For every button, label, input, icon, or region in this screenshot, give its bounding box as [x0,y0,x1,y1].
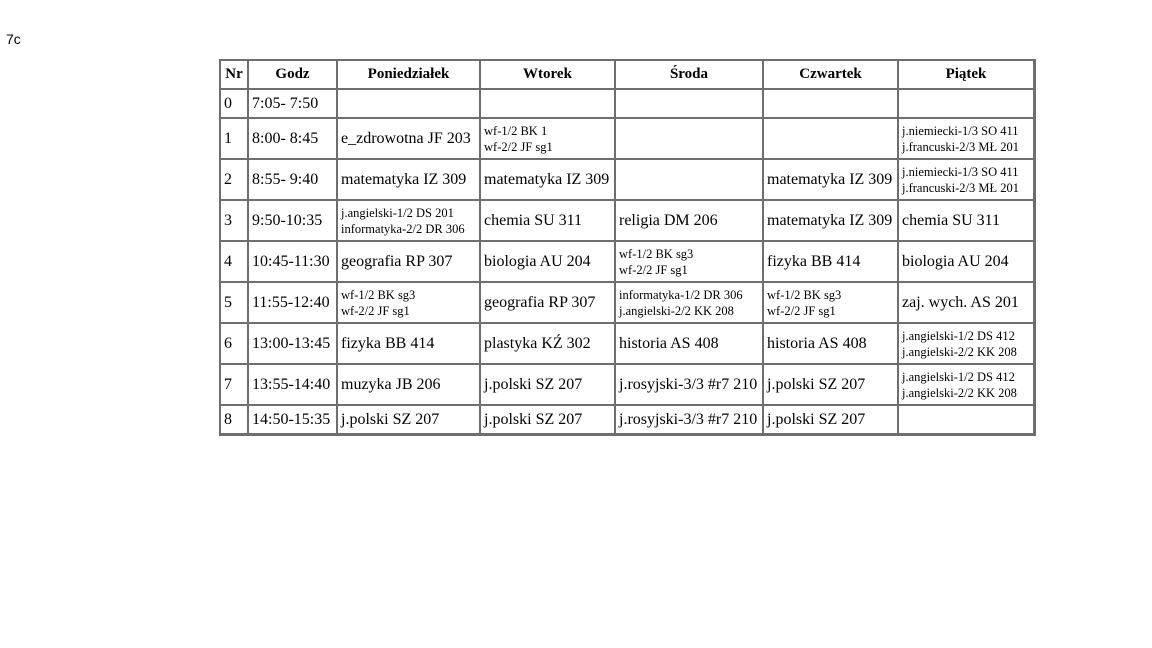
lesson-entry: informatyka-1/2 DR 306 [619,287,743,302]
lesson-entry: wf-1/2 BK sg3 [619,246,694,261]
lesson-entry: biologia AU 204 [484,253,591,270]
table-row [220,89,1034,118]
lesson-entry: matematyka IZ 309 [341,171,467,188]
lesson-entry: matematyka IZ 309 [767,212,893,229]
lesson-cell-thursday [763,323,898,364]
lesson-cell-thursday [763,405,898,434]
lesson-number: 2 [220,159,248,200]
lesson-cell-monday [337,405,480,434]
lesson-time: 9:50-10:35 [248,200,337,241]
lesson-cell-wednesday [615,241,763,282]
lesson-entry: historia AS 408 [767,335,867,352]
lesson-number: 5 [220,282,248,323]
lesson-entry: wf-2/2 JF sg1 [619,262,688,277]
lesson-cell-monday [337,241,480,282]
table-row [220,241,1034,282]
lesson-time: 11:55-12:40 [248,282,337,323]
lesson-entry: zaj. wych. AS 201 [902,294,1019,311]
lesson-entry: wf-2/2 JF sg1 [767,303,836,318]
header-friday: Piątek [898,60,1034,89]
lesson-entry: geografia RP 307 [341,253,453,270]
lesson-time: 14:50-15:35 [248,405,337,434]
header-monday: Poniedziałek [337,60,480,89]
lesson-entry: muzyka JB 206 [341,376,441,393]
lesson-entry: chemia SU 311 [484,212,583,229]
lesson-entry: e_zdrowotna JF 203 [341,130,471,147]
lesson-time: 13:55-14:40 [248,364,337,405]
lesson-entry: wf-1/2 BK sg3 [767,287,842,302]
lesson-cell-friday [898,282,1034,323]
lesson-entry: j.rosyjski-3/3 #r7 210 [619,411,758,428]
lesson-entry: j.angielski-2/2 KK 208 [902,385,1017,400]
timetable [219,59,1036,436]
lesson-entry: j.rosyjski-3/3 #r7 210 [619,376,758,393]
lesson-cell-tuesday [480,323,615,364]
lesson-cell-tuesday [480,241,615,282]
lesson-cell-thursday [763,118,898,159]
header-row [220,60,1034,89]
lesson-entry: j.niemiecki-1/3 SO 411 [902,123,1019,138]
lesson-cell-wednesday [615,282,763,323]
lesson-cell-friday [898,118,1034,159]
lesson-time: 7:05- 7:50 [248,89,337,118]
lesson-cell-thursday [763,364,898,405]
lesson-cell-monday [337,200,480,241]
lesson-cell-tuesday [480,159,615,200]
lesson-cell-monday [337,159,480,200]
lesson-cell-thursday [763,241,898,282]
table-row [220,364,1034,405]
timetable-body [220,89,1034,434]
lesson-cell-monday [337,89,480,118]
lesson-cell-wednesday [615,159,763,200]
lesson-time: 13:00-13:45 [248,323,337,364]
lesson-entry: j.angielski-1/2 DS 201 [341,205,454,220]
lesson-entry: j.angielski-2/2 KK 208 [902,344,1017,359]
lesson-cell-tuesday [480,89,615,118]
lesson-cell-wednesday [615,323,763,364]
lesson-entry: j.angielski-1/2 DS 412 [902,369,1015,384]
lesson-entry: j.polski SZ 207 [767,411,866,428]
lesson-cell-wednesday [615,118,763,159]
lesson-cell-wednesday [615,405,763,434]
lesson-number: 7 [220,364,248,405]
lesson-entry: j.francuski-2/3 MŁ 201 [902,180,1019,195]
lesson-cell-friday [898,200,1034,241]
lesson-cell-friday [898,405,1034,434]
lesson-number: 6 [220,323,248,364]
lesson-cell-thursday [763,282,898,323]
lesson-cell-thursday [763,200,898,241]
header-time: Godz [248,60,337,89]
lesson-number: 0 [220,89,248,118]
lesson-entry: j.polski SZ 207 [484,376,583,393]
lesson-entry: religia DM 206 [619,212,718,229]
table-row [220,405,1034,434]
lesson-cell-friday [898,323,1034,364]
lesson-number: 1 [220,118,248,159]
lesson-entry: matematyka IZ 309 [767,171,893,188]
lesson-entry: informatyka-2/2 DR 306 [341,221,465,236]
table-row [220,323,1034,364]
header-thursday: Czwartek [763,60,898,89]
lesson-entry: j.polski SZ 207 [341,411,440,428]
lesson-entry: plastyka KŹ 302 [484,335,591,352]
lesson-entry: j.angielski-1/2 DS 412 [902,328,1015,343]
lesson-cell-monday [337,282,480,323]
class-title: 7c [6,31,21,47]
lesson-entry: biologia AU 204 [902,253,1009,270]
lesson-entry: wf-2/2 JF sg1 [484,139,553,154]
lesson-entry: j.angielski-2/2 KK 208 [619,303,734,318]
lesson-cell-monday [337,364,480,405]
lesson-entry: fizyka BB 414 [767,253,861,270]
lesson-cell-monday [337,323,480,364]
lesson-entry: j.polski SZ 207 [484,411,583,428]
table-row [220,200,1034,241]
lesson-cell-tuesday [480,282,615,323]
header-nr: Nr [220,60,248,89]
lesson-entry: j.niemiecki-1/3 SO 411 [902,164,1019,179]
lesson-time: 8:55- 9:40 [248,159,337,200]
lesson-number: 8 [220,405,248,434]
lesson-cell-tuesday [480,118,615,159]
lesson-cell-thursday [763,89,898,118]
lesson-entry: matematyka IZ 309 [484,171,610,188]
lesson-time: 8:00- 8:45 [248,118,337,159]
lesson-cell-friday [898,159,1034,200]
lesson-time: 10:45-11:30 [248,241,337,282]
header-tuesday: Wtorek [480,60,615,89]
lesson-entry: wf-2/2 JF sg1 [341,303,410,318]
table-row [220,282,1034,323]
lesson-number: 3 [220,200,248,241]
lesson-entry: j.polski SZ 207 [767,376,866,393]
lesson-cell-wednesday [615,89,763,118]
lesson-cell-tuesday [480,364,615,405]
table-row [220,118,1034,159]
lesson-entry: fizyka BB 414 [341,335,435,352]
lesson-cell-monday [337,118,480,159]
lesson-cell-wednesday [615,200,763,241]
lesson-cell-friday [898,241,1034,282]
lesson-cell-friday [898,89,1034,118]
lesson-cell-friday [898,364,1034,405]
lesson-number: 4 [220,241,248,282]
header-wednesday: Środa [615,60,763,89]
lesson-entry: wf-1/2 BK 1 [484,123,548,138]
lesson-entry: j.francuski-2/3 MŁ 201 [902,139,1019,154]
lesson-entry: historia AS 408 [619,335,719,352]
table-row [220,159,1034,200]
lesson-entry: chemia SU 311 [902,212,1001,229]
lesson-cell-tuesday [480,200,615,241]
lesson-cell-thursday [763,159,898,200]
lesson-entry: geografia RP 307 [484,294,596,311]
lesson-cell-tuesday [480,405,615,434]
lesson-entry: wf-1/2 BK sg3 [341,287,416,302]
lesson-cell-wednesday [615,364,763,405]
